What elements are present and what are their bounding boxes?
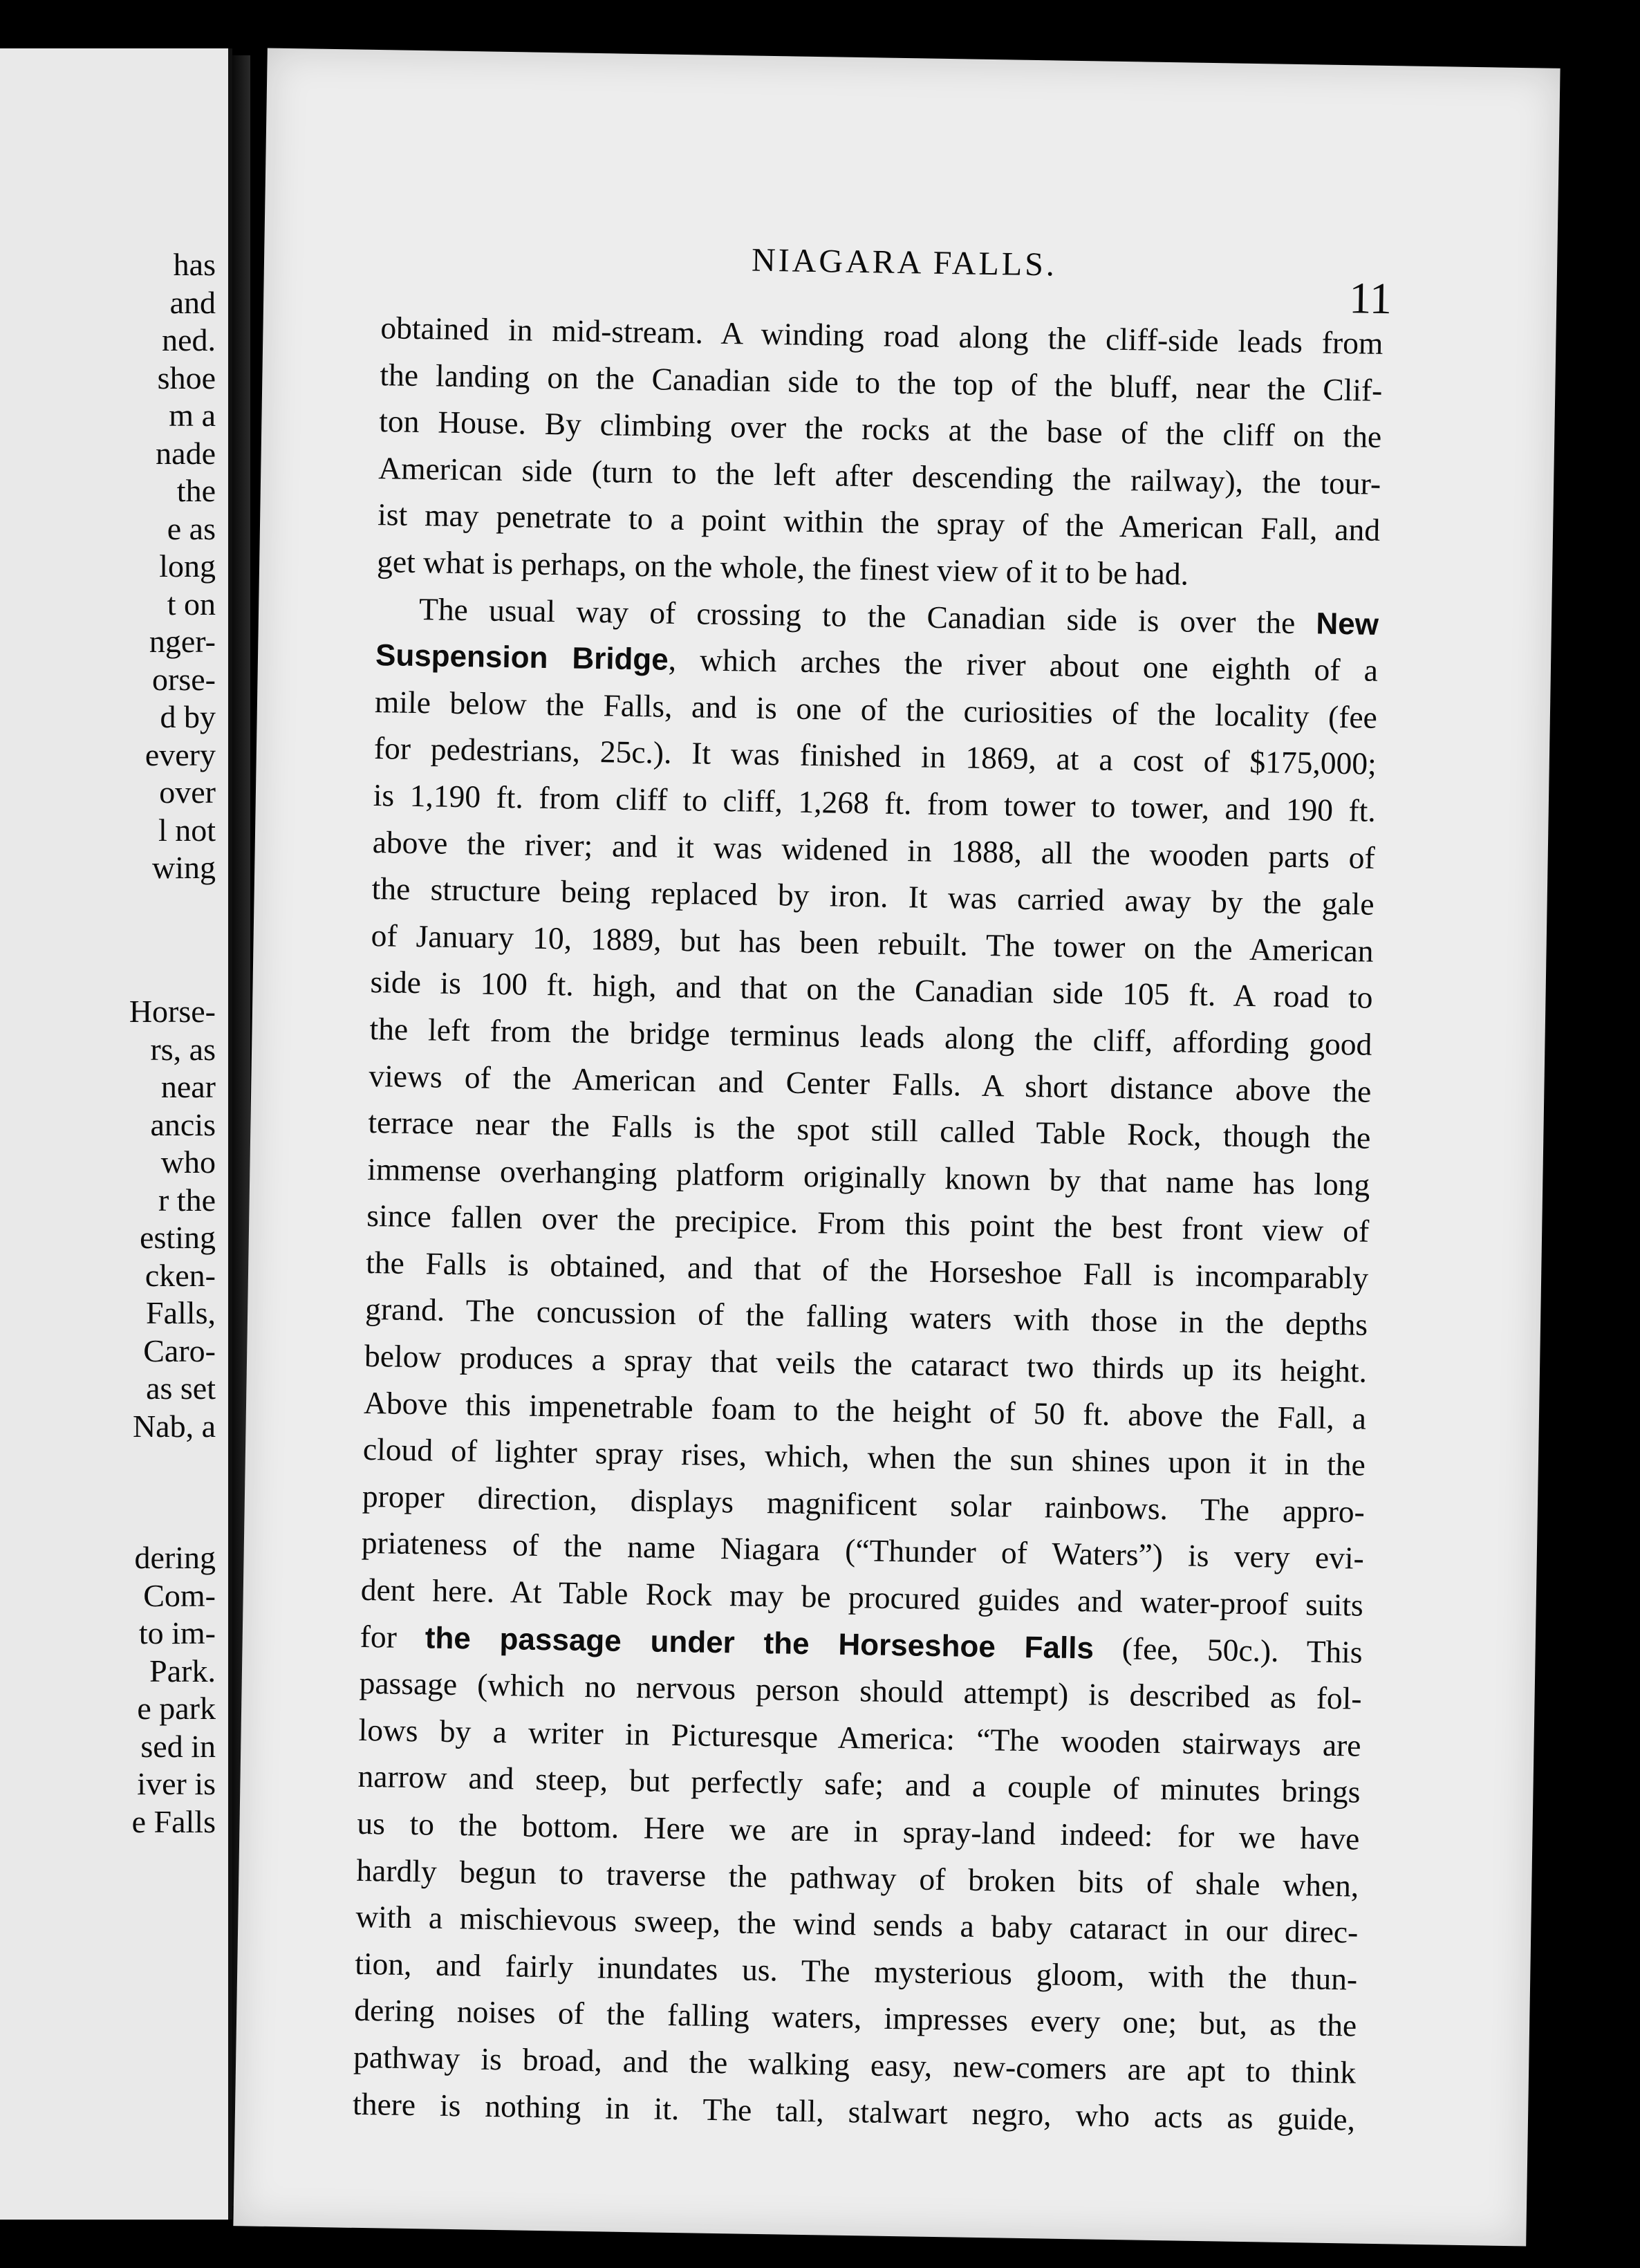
facing-page-line-fragment: d by (160, 699, 216, 734)
facing-page-line-fragment: iver is (137, 1766, 216, 1801)
text-run: the left from the bridge terminus leads along the cliff, affording good (369, 1010, 1372, 1062)
facing-page-line-fragment: the (176, 473, 216, 508)
facing-page-line-fragment: every (145, 736, 216, 772)
text-run: grand. The concussion of the falling waters with those in the depths (364, 1291, 1368, 1343)
facing-page-line-fragment: Horse- (129, 994, 216, 1029)
facing-page-line-fragment: e park (137, 1691, 216, 1726)
text-run: below produces a spray that veils the cataract two thirds up its height. (364, 1338, 1368, 1389)
facing-page-line-fragment: Nab, a (132, 1408, 216, 1444)
facing-page-line-fragment: dering (134, 1540, 216, 1575)
facing-page-line-fragment: cken- (145, 1257, 216, 1293)
text-run: cloud of lighter spray rises, which, when the sun shines upon it in the (362, 1431, 1366, 1482)
text-run: ton House. By climbing over the rocks at the base of the cliff on the (379, 403, 1382, 455)
facing-page-line-fragment: shoe (157, 360, 216, 396)
book-page (233, 48, 1560, 2247)
text-run: mile below the Falls, and is one of the curiosities of the locality (fee (374, 683, 1378, 735)
facing-page-line-fragment: ned. (162, 322, 216, 357)
text-run: is 1,190 ft. from cliff to cliff, 1,268 ft. from tower to tower, and 190 ft. (373, 777, 1377, 828)
text-run: , which arches the river about one eighth of a (668, 641, 1379, 688)
text-run: (fee, 50c.). This (1093, 1630, 1363, 1670)
text-run: there is nothing in it. The tall, stalwart negro, who acts as guide, (352, 2085, 1356, 2137)
facing-page-line-fragment: as set (146, 1370, 216, 1406)
facing-page-line-fragment: near (160, 1069, 216, 1104)
text-run: priateness of the name Niagara (“Thunder of Waters”) is very evi- (361, 1525, 1365, 1577)
facing-page-line-fragment: over (159, 774, 216, 810)
text-run: views of the American and Center Falls. A short distance above the (369, 1057, 1372, 1109)
facing-page-line-fragment: wing (152, 850, 216, 885)
text-run: dent here. At Table Rock may be procured guides and water-proof suits (360, 1571, 1364, 1623)
facing-page-line-fragment: ancis (150, 1106, 216, 1142)
facing-page-line-fragment: Com- (143, 1577, 216, 1613)
text-run: above the river; and it was widened in 1888, all the wooden parts of (372, 824, 1376, 875)
text-run: narrow and steep, but perfectly safe; and a couple of minutes brings (357, 1758, 1361, 1810)
text-run: of January 10, 1889, but has been rebuilt. The tower on the American (371, 917, 1374, 969)
facing-page-line-fragment: rs, as (150, 1031, 216, 1067)
text-run: pathway is broad, and the walking easy, new-comers are apt to think (353, 2038, 1357, 2090)
bold-term: the passage under the Horseshoe Falls (425, 1621, 1094, 1666)
facing-page (0, 48, 232, 2220)
facing-page-line-fragment: who (160, 1144, 216, 1180)
text-run: tion, and fairly inundates us. The mysterious gloom, with the thun- (354, 1945, 1358, 1997)
facing-page-line-fragment: e Falls (131, 1803, 216, 1839)
text-run: obtained in mid-stream. A winding road along the cliff-side leads from (380, 310, 1383, 361)
facing-page-line-fragment: m a (169, 398, 216, 433)
text-run: for pedestrians, 25c.). It was finished in 1869, at a cost of $175,000; (373, 730, 1377, 782)
facing-page-line-fragment: has (173, 247, 216, 282)
facing-page-line-fragment: and (169, 284, 216, 320)
bold-term: New (1316, 606, 1379, 642)
text-run: the landing on the Canadian side to the top of the bluff, near the Clif- (380, 356, 1383, 408)
text-run: ist may penetrate to a point within the spray of the American Fall, and (377, 496, 1381, 548)
facing-page-line-fragment: orse- (152, 661, 216, 697)
text-run: the Falls is obtained, and that of the Horseshoe Fall is incomparably (365, 1244, 1369, 1296)
text-run: dering noises of the falling waters, impresses every one; but, as the (353, 1992, 1357, 2043)
facing-page-line-fragment: Caro- (143, 1332, 216, 1368)
facing-page-line-fragment: e as (167, 510, 216, 546)
bold-term: Suspension Bridge (375, 638, 669, 677)
facing-page-line-fragment: t on (167, 586, 216, 622)
text-run: with a mischievous sweep, the wind sends a baby cataract in our direc- (355, 1899, 1359, 1950)
text-run: hardly begun to traverse the pathway of broken bits of shale when, (356, 1852, 1359, 1904)
text-run: lows by a writer in Picturesque America: “The wooden stairways are (358, 1711, 1361, 1763)
text-run: passage (which no nervous person should attempt) is described as fol- (359, 1665, 1362, 1716)
text-run: us to the bottom. Here we are in spray-land indeed: for we have (357, 1805, 1360, 1857)
text-run: for (360, 1618, 426, 1655)
text-run: Above this impenetrable foam to the height of 50 ft. above the Fall, a (363, 1384, 1367, 1436)
facing-page-line-fragment: Park. (149, 1653, 216, 1689)
facing-page-line-fragment: l not (158, 812, 216, 848)
text-run: proper direction, displays magnificent solar rainbows. The appro- (362, 1478, 1366, 1530)
facing-page-line-fragment: nger- (149, 624, 216, 659)
text-run: immense overhanging platform originally known by that name has long (367, 1151, 1370, 1202)
facing-page-line-fragment: long (159, 548, 216, 584)
text-run: terrace near the Falls is the spot still called Table Rock, though the (368, 1104, 1371, 1155)
facing-page-line-fragment: sed in (140, 1728, 216, 1764)
facing-page-line-fragment: esting (140, 1220, 216, 1255)
facing-page-line-fragment: r the (158, 1182, 216, 1218)
text-run: the structure being replaced by iron. It was carried away by the gale (371, 871, 1375, 922)
page-number: 11 (1348, 273, 1392, 324)
facing-page-line-fragment: Falls, (146, 1295, 216, 1330)
text-run: American side (turn to the left after descending the railway), the tour- (378, 449, 1381, 501)
facing-page-line-fragment: nade (156, 435, 216, 471)
text-run: since fallen over the precipice. From this point the best front view of (366, 1198, 1370, 1249)
text-run: get what is perhaps, on the whole, the finest view of it to be had. (376, 543, 1189, 592)
body-text (353, 304, 1383, 2143)
text-run: The usual way of crossing to the Canadian side is over the (418, 591, 1316, 640)
running-head: NIAGARA FALLS. (751, 241, 1058, 284)
text-run: side is 100 ft. high, and that on the Canadian side 105 ft. A road to (370, 964, 1373, 1016)
facing-page-line-fragment: to im- (138, 1615, 216, 1651)
